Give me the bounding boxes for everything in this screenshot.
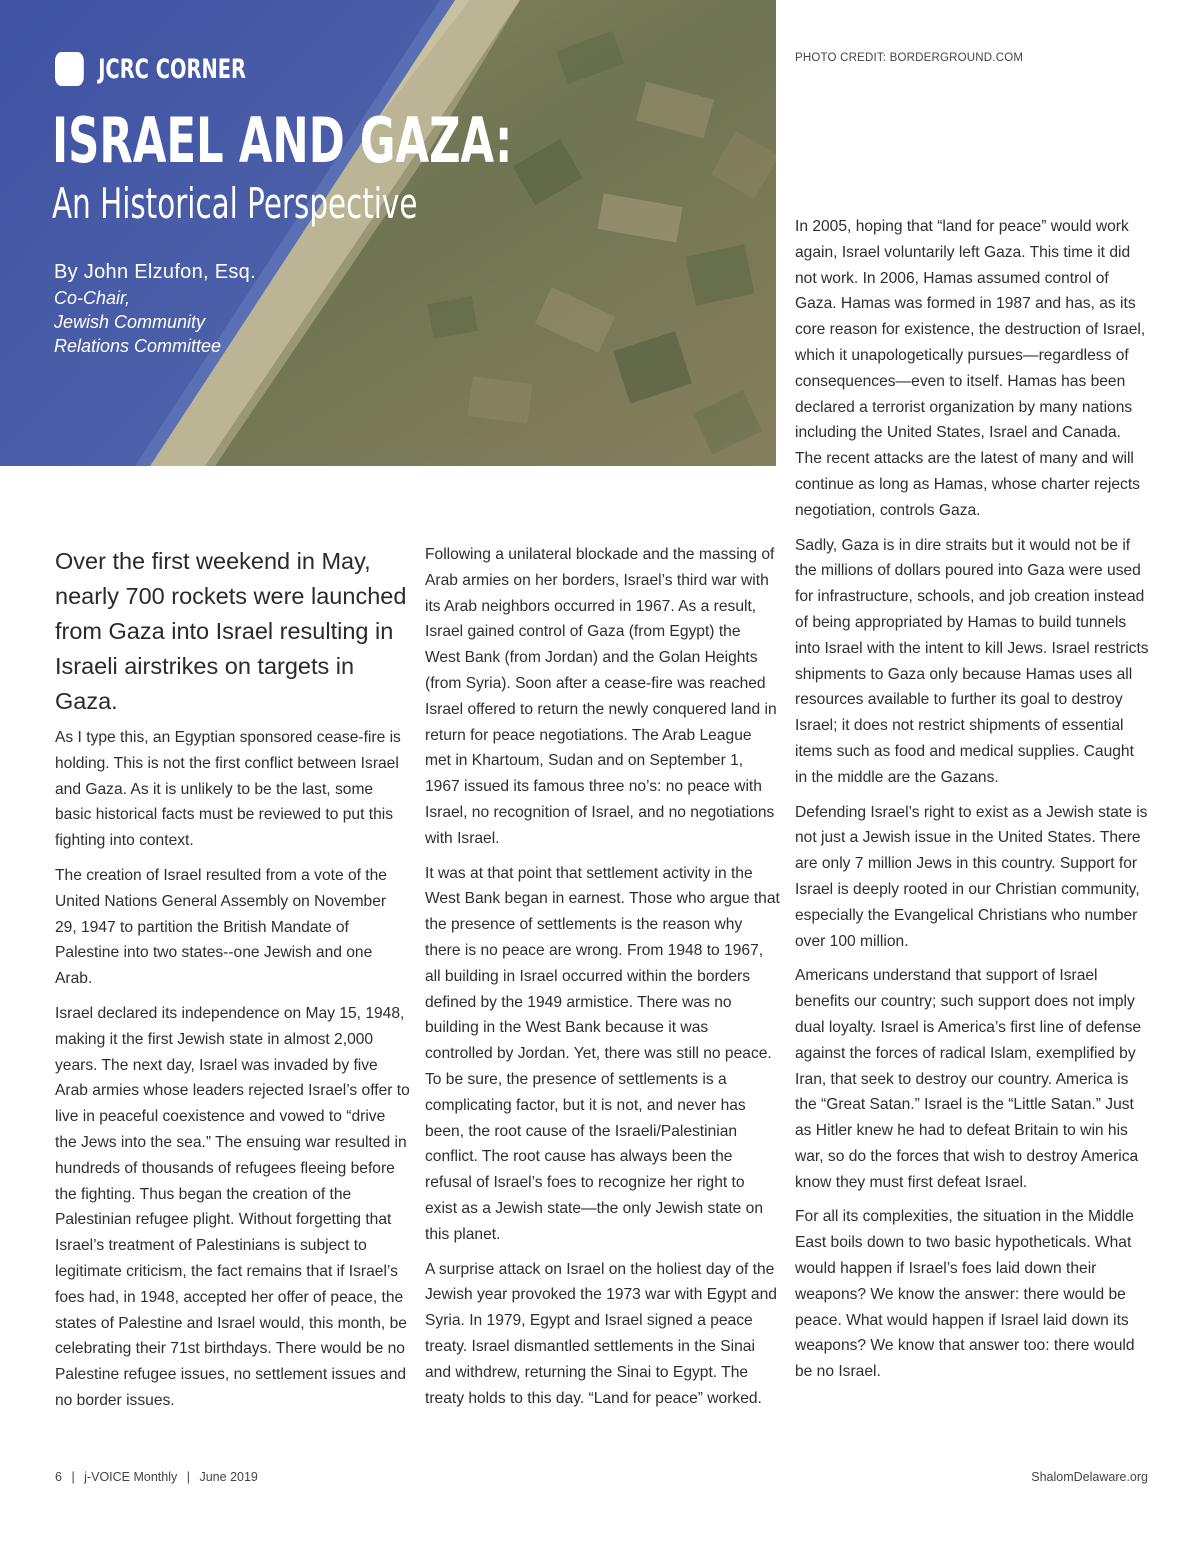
page-number: 6	[55, 1470, 62, 1484]
article-column-1	[55, 544, 410, 1423]
body-paragraph: As I type this, an Egyptian sponsored cease-fire is holding. This is not the first conflict between Israel and Gaza. As it is unlikely to be the last, some basic historical facts must be reviewed to put this fighting into context.	[55, 729, 401, 850]
publication-name: j-VOICE Monthly	[84, 1470, 178, 1484]
author-role-line: Jewish Community	[54, 312, 206, 332]
footer-separator: |	[71, 1470, 75, 1484]
footer-site-link[interactable]: ShalomDelaware.org	[1031, 1470, 1148, 1484]
article-column-3	[795, 214, 1150, 1394]
body-paragraph: The creation of Israel resulted from a vote of the United Nations General Assembly on November 29, 1947 to partition the British Mandate of Palestine into two states--one Jewish and one Arab.	[55, 866, 387, 988]
author-name: By John Elzufon, Esq.	[54, 261, 256, 283]
body-paragraph: Following a unilateral blockade and the massing of Arab armies on her borders, Israel’s third war with its Arab neighbors occurred in 1967. As a result, Israel gained control of Gaza (from Egypt) the West Bank (from Jordan) and the Golan Heights (from Syria). Soon after a cease-fire was reached Israel offered to return the newly conquered land in return for peace negotiations. The Arab League met in Khartoum, Sudan and on September 1, 1967 issued its famous three no’s: no peace with Israel, no recognition of Israel, and no negotiations with Israel.	[425, 546, 777, 847]
body-paragraph: For all its complexities, the situation in the Middle East boils down to two basic hypotheticals. What would happen if Israel’s foes laid down their weapons? We know the answer: there would be peace. What would happen if Israel laid down its weapons? We know that answer too: there would be no Israel.	[795, 1208, 1135, 1381]
article-column-2	[425, 542, 780, 1420]
byline	[54, 260, 256, 358]
author-role-line: Co-Chair,	[54, 288, 131, 308]
kicker-square-icon	[55, 52, 84, 86]
author-role-line: Relations Committee	[54, 336, 222, 356]
lead-paragraph: Over the first weekend in May, nearly 700 rockets were launched from Gaza into Israel resulting in Israeli airstrikes on targets in Gaza.	[55, 548, 407, 714]
body-paragraph: Sadly, Gaza is in dire straits but it would not be if the millions of dollars poured into Gaza were used for infrastructure, schools, and job creation instead of being appropriated by Hamas to build tunnels into Israel with the intent to kill Jews. Israel restricts shipments to Gaza only because Hamas uses all resources available to further its goal to destroy Israel; it does not restrict shipments of essential items such as food and medical supplies. Caught in the middle are the Gazans.	[795, 536, 1149, 786]
kicker-label: JCRC CORNER	[98, 53, 246, 85]
article-subtitle: An Historical Perspective	[52, 179, 418, 228]
hero-satellite-image	[0, 0, 776, 466]
body-paragraph: Americans understand that support of Israel benefits our country; such support does not imply dual loyalty. Israel is America’s first line of defense against the forces of radical Islam, exemplified by Iran, that seek to destroy our country. America is the “Great Satan.” Israel is the “Little Satan.” Just as Hitler knew he had to defeat Britain to win his war, so do the forces that wish to destroy America know they must first defeat Israel.	[795, 967, 1142, 1191]
issue-date: June 2019	[199, 1470, 258, 1484]
footer-separator: |	[186, 1470, 190, 1484]
footer-left	[55, 1470, 258, 1484]
photo-credit: PHOTO CREDIT: BORDERGROUND.COM	[795, 52, 1024, 64]
article-title: ISRAEL AND GAZA:	[52, 104, 513, 177]
body-paragraph: It was at that point that settlement activity in the West Bank began in earnest. Those who argue that the presence of settlements is the reason why there is no peace are wrong. From 1948 to 1967, all building in Israel occurred within the borders defined by the 1949 armistice. There was no building in the West Bank because it was controlled by Jordan. Yet, there was still no peace. To be sure, the presence of settlements is a complicating factor, but it is not, and never has been, the root cause of the Israeli/Palestinian conflict. The root cause has always been the refusal of Israel’s foes to recognize her right to exist as a Jewish state—the only Jewish state on this planet.	[425, 864, 780, 1243]
body-paragraph: Israel declared its independence on May 15, 1948, making it the first Jewish state in almost 2,000 years. The next day, Israel was invaded by five Arab armies whose leaders rejected Israel’s offer to live in peaceful coexistence and vowed to “drive the Jews into the sea.” The ensuing war resulted in hundreds of thousands of refugees fleeing before the fighting. Thus began the creation of the Palestinian refugee plight. Without forgetting that Israel’s treatment of Palestinians is subject to legitimate criticism, the fact remains that if Israel’s foes had, in 1948, accepted her offer of peace, the states of Palestine and Israel would, this month, be celebrating their 71st birthdays. There would be no Palestine refugee issues, no settlement issues and no border issues.	[55, 1004, 410, 1409]
body-paragraph: A surprise attack on Israel on the holiest day of the Jewish year provoked the 1973 war with Egypt and Syria. In 1979, Egypt and Israel signed a peace treaty. Israel dismantled settlements in the Sinai and withdrew, returning the Sinai to Egypt. The treaty holds to this day. “Land for peace” worked.	[425, 1260, 777, 1407]
section-kicker	[55, 52, 246, 86]
body-paragraph: Defending Israel’s right to exist as a Jewish state is not just a Jewish issue in the United States. There are only 7 million Jews in this country. Support for Israel is deeply rooted in our Christian community, especially the Evangelical Christians who number over 100 million.	[795, 803, 1148, 950]
body-paragraph: In 2005, hoping that “land for peace” would work again, Israel voluntarily left Gaza. This time it did not work. In 2006, Hamas assumed control of Gaza. Hamas was formed in 1987 and has, as its core reason for existence, the destruction of Israel, which it unapologetically pursues—regardless of consequences—even to itself. Hamas has been declared a terrorist organization by many nations including the United States, Israel and Canada. The recent attacks are the latest of many and will continue as long as Hamas, whose charter rejects negotiation, controls Gaza.	[795, 218, 1146, 519]
